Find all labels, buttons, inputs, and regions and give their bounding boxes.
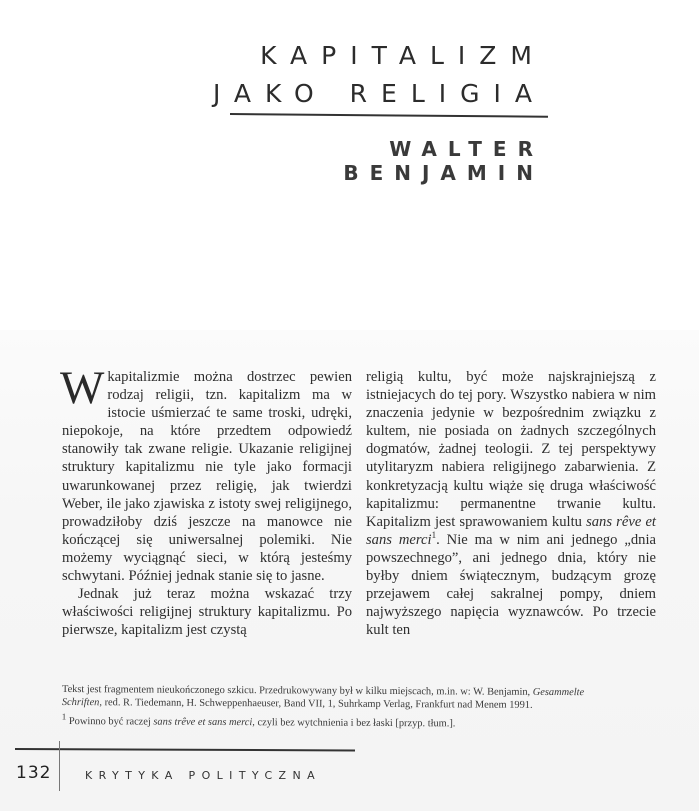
- drop-cap: W: [60, 362, 105, 414]
- title-divider-rule: [230, 113, 548, 118]
- italic-phrase: sans rêve et sans merci: [366, 513, 656, 548]
- body-column-left: [60, 362, 352, 639]
- author-first-name: WALTER: [389, 137, 544, 161]
- article-title-line-2: JAKO RELIGIA: [212, 79, 546, 108]
- footnote-reference[interactable]: 1: [431, 529, 437, 540]
- footnote-1-number: 1: [61, 711, 67, 722]
- body-paragraph-1: [60, 362, 352, 585]
- body-paragraph-continued: [366, 368, 656, 639]
- text-after-italic: . Nie ma w nim ani jednego „dnia powszechnego”, ani jednego dnia, który nie byłby dniem świątecznym, budzącym grozę przejawem całej sakralnej pompy, dniem najwyższego napięcia wyznawców. Po trzecie kult ten: [366, 531, 656, 639]
- footnotes-section: [62, 683, 622, 737]
- body-column-right: [366, 368, 656, 639]
- source-note-book-title: Gesammelte Schriften: [61, 686, 585, 709]
- source-note-text: Tekst jest fragmentem nieukończonego szkicu. Przedrukowywany był w kilku miejscach, m.in. w: W. Benjamin,: [61, 684, 533, 698]
- footnote-1-italic: sans trêve et sans merci: [153, 716, 253, 729]
- footnote-1: [61, 711, 622, 731]
- article-title-line-1: KAPITALIZM: [260, 41, 546, 70]
- source-note: [62, 683, 622, 712]
- source-note-text-end: , red. R. Tiedemann, H. Schweppenhaeuser, Band VII, 1, Suhrkamp Verlag, Frankfurt nad Menem 1991.: [99, 697, 533, 711]
- footer-vertical-rule: [59, 741, 60, 791]
- text-before-italic: religią kultu, być może najskrajniejszą z istniejacych do tej pory. Wszystko nabiera w nim znaczenia jedynie w bezpośrednim związku z kultem, nie posiada on żadnych szczególnych dogmatów, żadnej teologii. Z tej perspektywy utylitaryzm nabiera religijnego zabarwienia. Z konkretyzacją kultu wiąże się druga właściwość kapitalizmu: permanentne trwanie kultu. Kapitalizm jest sprawowaniem kultu: [366, 369, 656, 530]
- journal-name: KRYTYKA POLITYCZNA: [85, 769, 322, 782]
- paragraph-1-text: kapitalizmie można dostrzec pewien rodzaj religii, tzn. kapitalizm ma w istocie uśmierzać te same troski, udręki, niepokoje, na które przedtem odpowiedź stanowiły tak zwane religie. Ukazanie religijnej struktury kapitalizmu nie tyle jako formacji uwarunkowanej przez religię, jak twierdzi Weber, ile jako zjawiska z istoty swej religijnego, prowadziłoby dziś jeszcze na manowce nie kończącej się uniwersalnej polemiki. Nie możemy wyciągnąć sieci, w którą jesteśmy schwytani. Później jednak stanie się to jasne.: [62, 369, 352, 585]
- body-paragraph-2: Jednak już teraz można wskazać trzy właściwości religijnej struktury kapitalizmu. Po pierwsze, kapitalizm jest czystą: [62, 586, 352, 639]
- page-number: 132: [16, 763, 52, 783]
- footnote-1-text: Powinno być raczej: [66, 716, 154, 728]
- author-last-name: BENJAMIN: [343, 161, 544, 185]
- footnote-1-text-end: , czyli bez wytchnienia i bez łaski [przyp. tłum.].: [252, 717, 456, 730]
